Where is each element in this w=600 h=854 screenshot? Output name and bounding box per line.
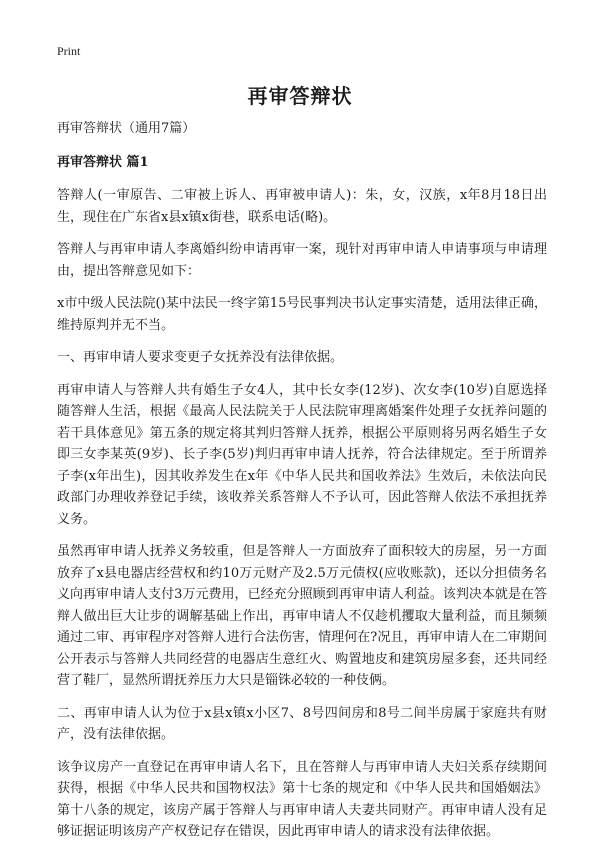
document-title: 再审答辩状	[247, 84, 353, 108]
paragraph: 虽然再审申请人抚养义务较重，但是答辩人一方面放弃了面积较大的房屋，另一方面放弃了x县电器店经营权和约10万元财产及2.5万元债权(应收账款)，还以分担债务名义向再审申请人支付3万元费用，已经充分照顾到再审申请人利益。该判决本就是在答辩人做出巨大让步的调解基础上作出，再审申请人不仅趁机攫取大量利益，而且频频通过二审、再审程序对答辩人进行合法伤害，情理何在?况且，再审申请人在二审期间公开表示与答辩人共同经营的电器店生意红火、购置地皮和建筑房屋多套，还共同经营了鞋厂，显然所谓抚养压力大只是锱铢必较的一种伎俩。	[57, 544, 547, 688]
paragraph-heading: 一、再审申请人要求变更子女抚养没有法律依据。	[57, 350, 344, 365]
paragraph: 答辩人与再审申请人李离婚纠纷申请再审一案，现针对再审申请人申请事项与申请理由，提出答辩意见如下：	[57, 242, 547, 279]
paragraph-heading: 二、再审申请人认为位于x县x镇x小区7、8号四间房和8号二间半房属于家庭共有财产，没有法律依据。	[57, 705, 547, 742]
print-link[interactable]: Print	[57, 44, 81, 58]
document-subtitle: 再审答辩状（通用7篇）	[57, 121, 196, 136]
section-heading: 再审答辩状 篇1	[57, 154, 149, 170]
paragraph: 再审申请人与答辩人共有婚生子女4人，其中长女李(12岁)、次女李(10岁)自愿选择随答辩人生活，根据《最高人民法院关于人民法院审理离婚案件处理子女抚养问题的若干具体意见》第五条的规定将其判归答辩人抚养，根据公平原则将另两名婚生子女即三女李某英(9岁)、长子李(5岁)判归再审申请人抚养，符合法律规定。至于所谓养子李(x年出生)，因其收养发生在x年《中华人民共和国收养法》生效后，未依法向民政部门办理收养登记手续，该收养关系答辩人不予认可，因此答辩人依法不承担抚养义务。	[57, 382, 547, 527]
paragraph: 该争议房产一直登记在再审申请人名下，且在答辩人与再审申请人夫妇关系存续期间获得，根据《中华人民共和国物权法》第十七条的规定和《中华人民共和国婚姻法》第十八条的规定，该房产属于答辩人与再审申请人夫妻共同财产。再审申请人没有足够证据证明该房产产权登记存在错误，因此再审申请人的请求没有法律依据。	[57, 759, 547, 839]
paragraph: 答辩人(一审原告、二审被上诉人、再审被申请人)：朱，女，汉族，x年8月18日出生，现住在广东省x县x镇x街巷，联系电话(略)。	[57, 188, 547, 225]
paragraph: x市中级人民法院()某中法民一终字第15号民事判决书认定事实清楚，适用法律正确，维持原判并无不当。	[57, 296, 547, 333]
document-body	[57, 118, 547, 854]
